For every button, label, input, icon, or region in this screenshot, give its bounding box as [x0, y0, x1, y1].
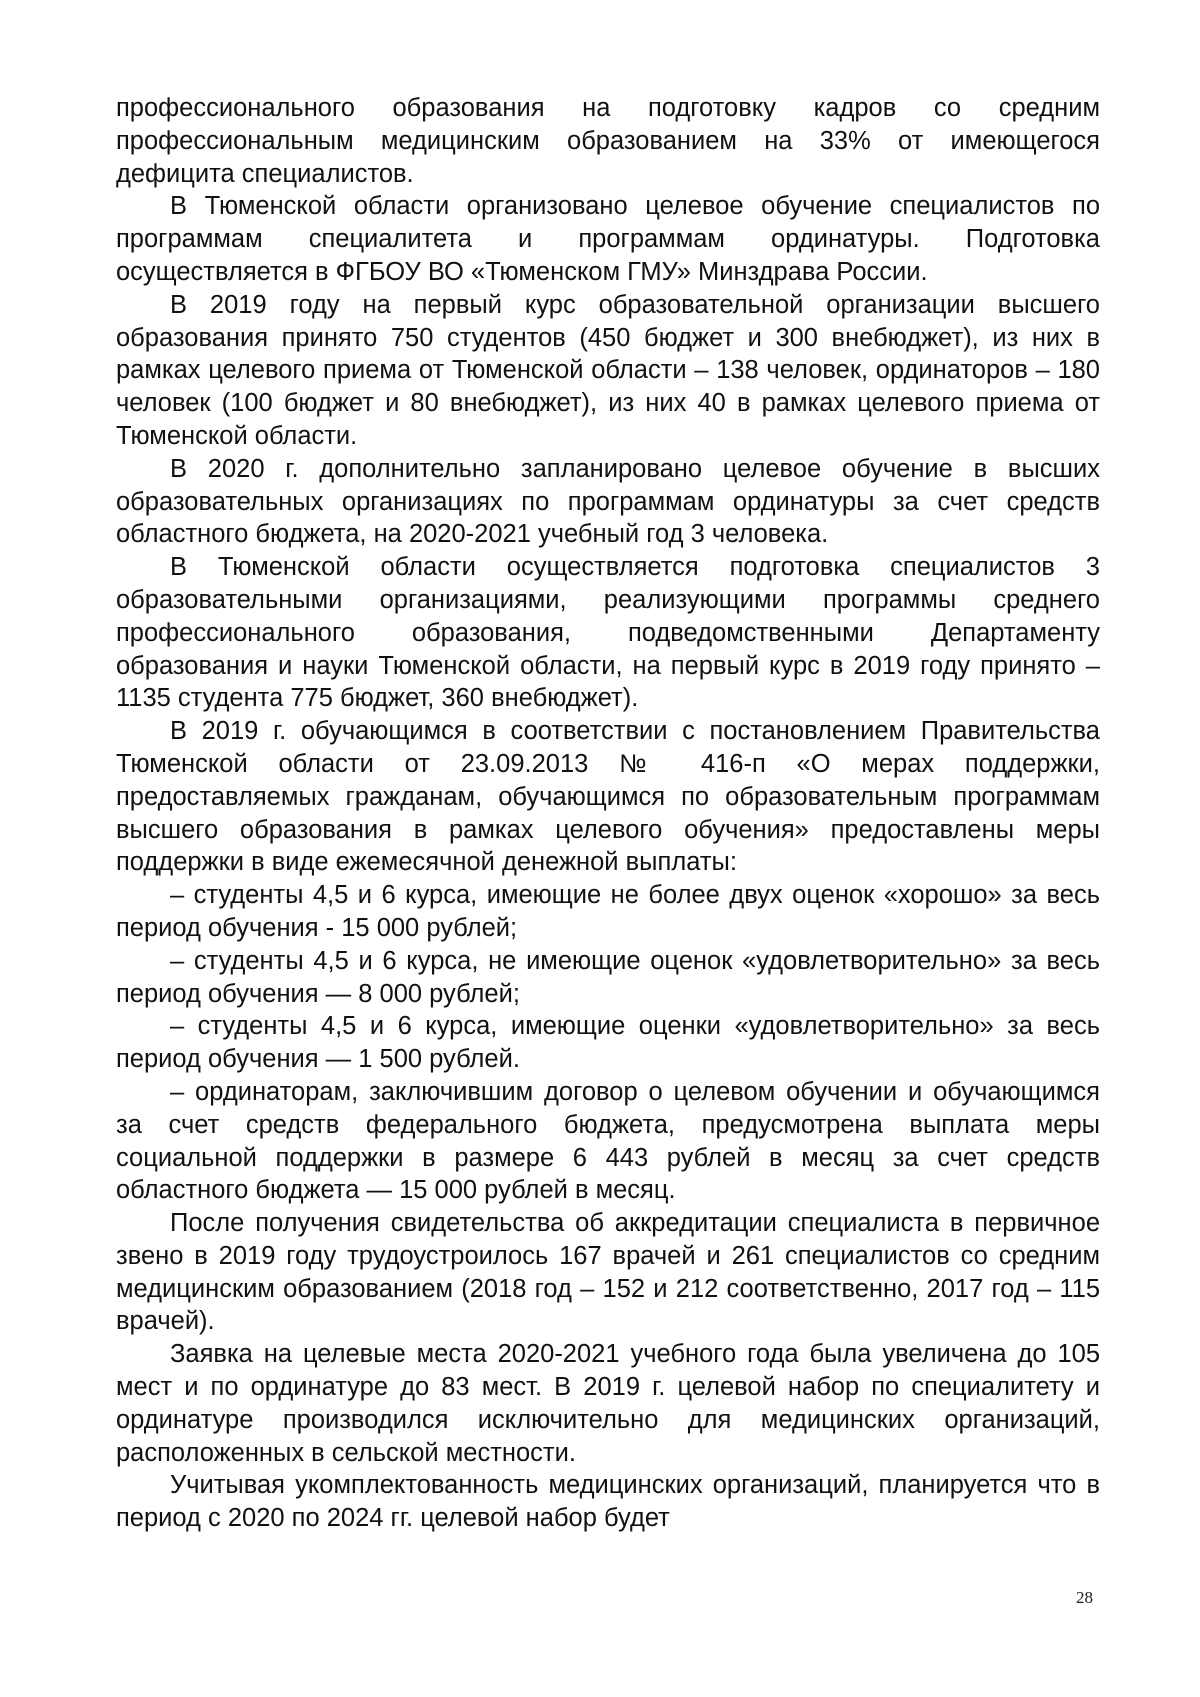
paragraph-intro-continuation: профессионального образования на подготовку кадров со средним профессиональным медицинским образованием на 33% от имеющегося дефицита специалистов. [116, 94, 1100, 188]
paragraph-2020-plan: В 2020 г. дополнительно запланировано целевое обучение в высших образовательных организациях по программам ординатуры за счет средств областного бюджета, на 2020-2021 учебный год 3 человека. [116, 454, 1100, 549]
page-number: 28 [1076, 1588, 1093, 1607]
paragraph-application: Заявка на целевые места 2020-2021 учебного года была увеличена до 105 мест и по ординатуре до 83 мест. В 2019 г. целевой набор по специалитету и ординатуре производился исключительно для медицинских организаций, расположенных в сельской местности. [116, 1340, 1100, 1467]
paragraph-support-measures: В 2019 г. обучающимся в соответствии с постановлением Правительства Тюменской области от 23.09.2013 № 416-п «О мерах поддержки, предоставляемых гражданам, обучающимся по образовательным программам высшего образования в рамках целевого обучения» предоставлены меры поддержки в виде ежемесячной денежной выплаты: [116, 717, 1100, 877]
paragraph-planning: Учитывая укомплектованность медицинских организаций, планируется что в период с 2020 по 2024 гг. целевой набор будет [116, 1471, 1100, 1533]
list-item-payment-no-satisfactory: – студенты 4,5 и 6 курса, не имеющие оценок «удовлетворительно» за весь период обучения — 8 000 рублей; [116, 946, 1100, 1008]
list-item-payment-good: – студенты 4,5 и 6 курса, имеющие не более двух оценок «хорошо» за весь период обучения - 15 000 рублей; [116, 881, 1100, 942]
paragraph-secondary-education: В Тюменской области осуществляется подготовка специалистов 3 образовательными организациями, реализующими программы среднего профессионального образования, подведомственными Департаменту образования и науки Тюменской области, на первый курс в 2019 году принято – 1135 студента 775 бюджет, 360 внебюджет). [116, 553, 1100, 713]
paragraph-targeted-training: В Тюменской области организовано целевое обучение специалистов по программам специалитета и программам ординатуры. Подготовка осуществляется в ФГБОУ ВО «Тюменском ГМУ» Минздрава России. [116, 192, 1100, 286]
list-item-payment-residents: – ординаторам, заключившим договор о целевом обучении и обучающимся за счет средств федерального бюджета, предусмотрена выплата меры социальной поддержки в размере 6 443 рублей в месяц за счет средств областного бюджета — 15 000 рублей в месяц. [116, 1077, 1100, 1205]
document-body [116, 92, 1100, 1535]
paragraph-2019-admission: В 2019 году на первый курс образовательной организации высшего образования принято 750 студентов (450 бюджет и 300 внебюджет), из них в рамках целевого приема от Тюменской области – 138 человек, ординаторов – 180 человек (100 бюджет и 80 внебюджет), из них 40 в рамках целевого приема от Тюменской области. [116, 290, 1100, 450]
paragraph-employment: После получения свидетельства об аккредитации специалиста в первичное звено в 2019 году трудоустроилось 167 врачей и 261 специалистов со средним медицинским образованием (2018 год – 152 и 212 соответственно, 2017 год – 115 врачей). [116, 1209, 1100, 1336]
list-item-payment-satisfactory: – студенты 4,5 и 6 курса, имеющие оценки «удовлетворительно» за весь период обучения — 1 500 рублей. [116, 1012, 1100, 1074]
